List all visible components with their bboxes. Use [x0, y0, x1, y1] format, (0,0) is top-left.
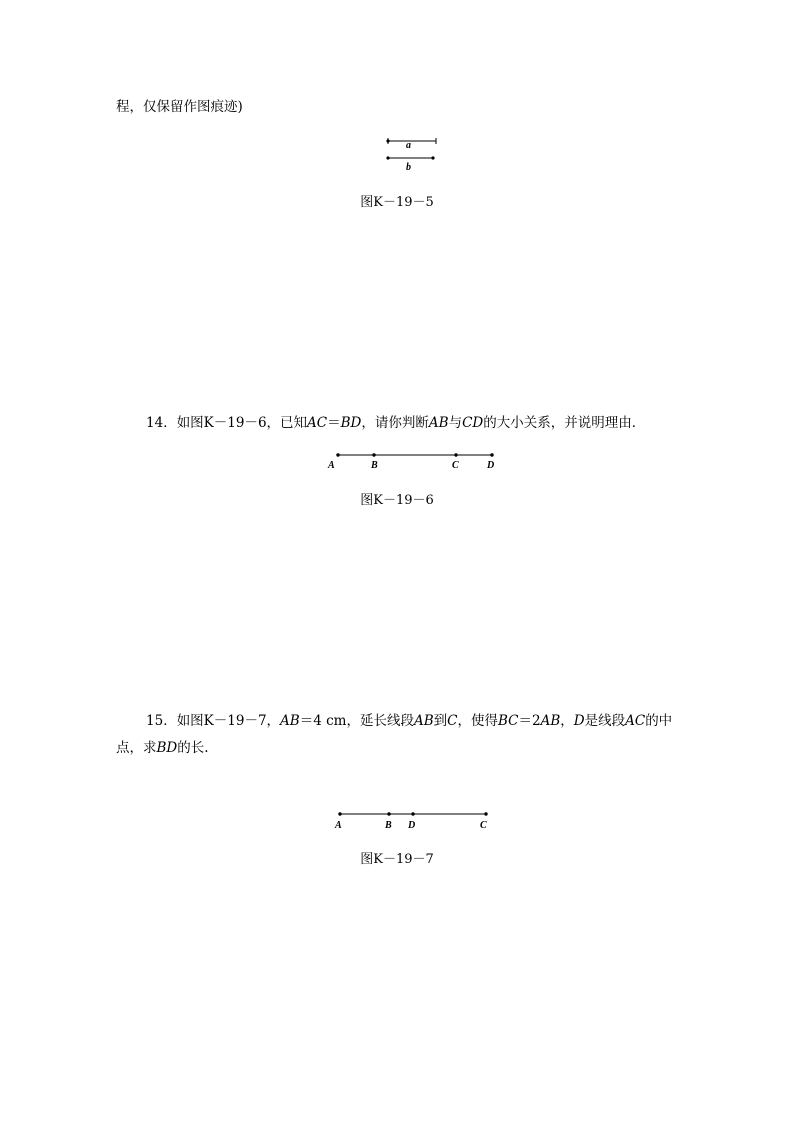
label-d: D: [487, 460, 495, 471]
segment-b-dot-left: [386, 156, 389, 159]
segment-a-dot-left: [386, 139, 389, 142]
label-c: C: [480, 820, 487, 831]
q14-number: 14: [146, 415, 164, 431]
label-c: C: [452, 460, 459, 471]
segment-b-dot-right: [431, 156, 434, 159]
point-a: [338, 812, 341, 815]
label-b: B: [385, 820, 392, 831]
label-b: B: [371, 460, 378, 471]
figure-k19-6: [326, 448, 506, 474]
point-b: [372, 453, 375, 456]
figure-k19-5-caption: 图K－19－5: [360, 195, 434, 210]
label-d: D: [408, 820, 416, 831]
point-d: [490, 453, 493, 456]
label-a: A: [328, 460, 335, 471]
question-15-line-1: 15．如图K－19－7，AB＝4 cm，延长线段AB到C，使得BC＝2AB，D是线段AC的中: [146, 713, 673, 729]
q15-number: 15: [146, 713, 164, 729]
point-b: [387, 812, 390, 815]
figure-k19-7-caption: 图K－19－7: [360, 852, 434, 867]
point-d: [411, 812, 414, 815]
point-a: [336, 453, 339, 456]
figure-k19-7: [330, 808, 500, 834]
figure-k19-5: [378, 134, 448, 174]
label-a: A: [335, 820, 342, 831]
point-c: [454, 453, 457, 456]
question-14: 14．如图K－19－6，已知AC＝BD，请你判断AB与CD的大小关系，并说明理由．: [146, 415, 646, 431]
segment-b-label: b: [406, 162, 411, 173]
point-c: [484, 812, 487, 815]
figure-k19-6-caption: 图K－19－6: [360, 493, 434, 508]
segment-a-label: a: [406, 140, 411, 151]
question-15-line-2: 点，求BD的长.: [116, 740, 209, 756]
continued-question-text: 程，仅保留作图痕迹): [116, 99, 243, 115]
